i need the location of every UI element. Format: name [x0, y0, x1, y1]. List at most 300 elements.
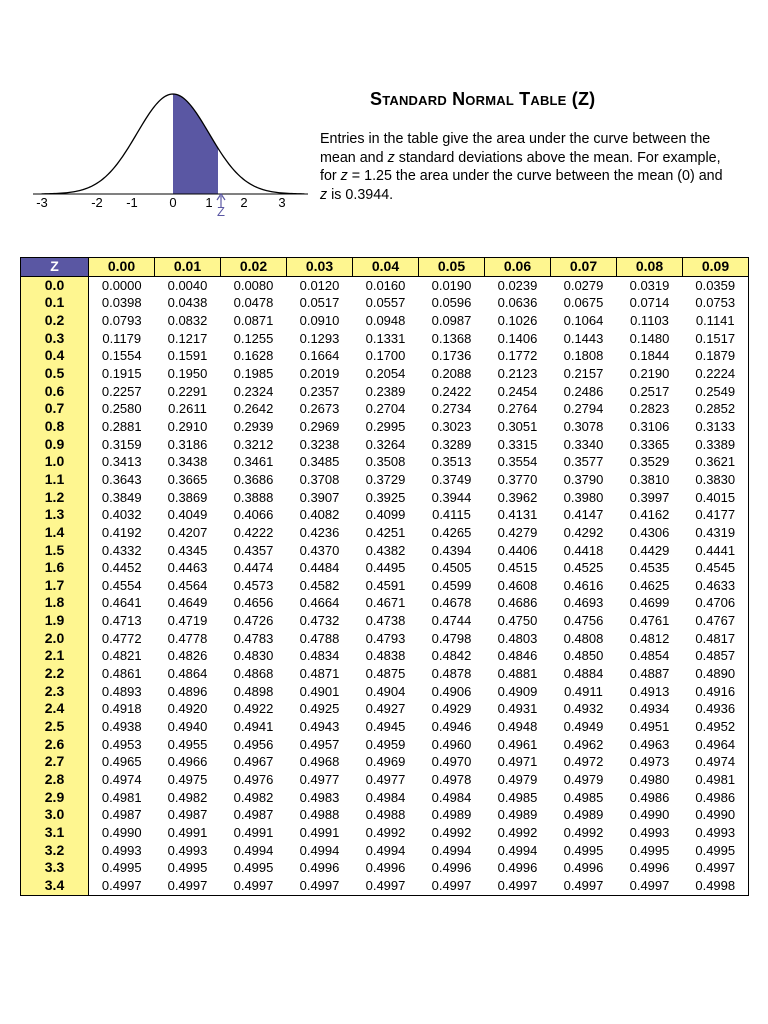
table-cell: 0.4719: [167, 613, 208, 629]
table-cell: 0.4452: [101, 560, 142, 576]
table-cell: 0.4987: [233, 807, 274, 823]
table-cell: 0.4554: [101, 577, 142, 593]
table-cell: 0.4864: [167, 666, 208, 682]
table-cell: 0.4979: [563, 772, 604, 788]
table-cell: 0.4994: [365, 842, 406, 858]
table-cell: 0.4706: [683, 594, 749, 612]
table-cell: 0.0871: [233, 312, 274, 328]
table-cell: 0.4793: [365, 630, 406, 646]
table-cell: 0.3980: [563, 489, 604, 505]
table-row: [21, 577, 749, 595]
table-cell: 0.4997: [353, 877, 419, 895]
table-cell: 0.1554: [101, 348, 142, 364]
table-cell: 0.4992: [365, 825, 406, 840]
z-row-label: 0.2: [21, 312, 89, 330]
table-cell: 0.4981: [101, 789, 142, 805]
table-cell: 0.4649: [167, 595, 208, 611]
table-cell: 0.4525: [563, 560, 604, 576]
table-cell: 0.4357: [233, 542, 274, 558]
table-cell: 0.4984: [365, 789, 406, 805]
table-cell: 0.4997: [683, 859, 749, 877]
table-cell: 0.4941: [233, 719, 274, 735]
column-header: 0.04: [353, 258, 419, 277]
column-header: 0.00: [89, 258, 155, 277]
table-cell: 0.4898: [233, 683, 274, 699]
table-cell: 0.2422: [431, 383, 472, 399]
table-cell: 0.0160: [365, 277, 406, 293]
table-cell: 0.4953: [101, 736, 142, 752]
table-cell: 0.4505: [431, 560, 472, 576]
table-cell: 0.4997: [617, 877, 683, 895]
table-cell: 0.1026: [497, 312, 538, 328]
table-cell: 0.4904: [365, 683, 406, 699]
table-cell: 0.4783: [233, 630, 274, 646]
table-row: [21, 365, 749, 383]
table-cell: 0.4656: [233, 595, 274, 611]
table-cell: 0.4990: [683, 806, 749, 824]
table-cell: 0.4909: [497, 683, 538, 699]
table-cell: 0.2852: [683, 400, 749, 418]
table-cell: 0.2190: [629, 365, 670, 381]
axis-ticks: [36, 195, 285, 210]
table-cell: 0.4761: [629, 613, 670, 629]
table-row: [21, 471, 749, 489]
table-row: [21, 842, 749, 860]
table-cell: 0.4162: [629, 507, 670, 523]
table-cell: 0.4236: [299, 524, 340, 540]
table-cell: 0.4608: [497, 577, 538, 593]
table-cell: 0.4850: [563, 648, 604, 664]
table-cell: 0.4965: [101, 754, 142, 770]
column-header: 0.02: [221, 258, 287, 277]
table-cell: 0.0753: [683, 294, 749, 312]
table-cell: 0.4192: [101, 524, 142, 540]
table-cell: 0.2224: [683, 365, 749, 383]
table-cell: 0.4956: [233, 736, 274, 752]
table-row: [21, 418, 749, 436]
page-title: Standard Normal Table (Z): [370, 89, 596, 109]
table-cell: 0.4922: [233, 701, 274, 717]
table-cell: 0.4920: [167, 701, 208, 717]
table-cell: 0.3810: [629, 471, 670, 487]
column-header: 0.06: [485, 258, 551, 277]
table-cell: 0.4980: [629, 772, 670, 788]
table-cell: 0.4982: [167, 789, 208, 805]
table-cell: 0.4961: [497, 736, 538, 752]
table-cell: 0.4573: [233, 577, 274, 593]
table-cell: 0.4826: [167, 648, 208, 664]
table-cell: 0.3023: [431, 418, 472, 434]
table-cell: 0.3106: [629, 418, 670, 434]
table-cell: 0.3212: [233, 436, 274, 452]
table-cell: 0.4177: [683, 506, 749, 524]
axis-label: -2: [91, 195, 103, 210]
z-row-label: 1.2: [21, 489, 89, 507]
table-cell: 0.1103: [630, 312, 669, 328]
table-cell: 0.4265: [431, 524, 472, 540]
axis-label: 2: [240, 195, 248, 210]
table-cell: 0.1406: [497, 330, 538, 346]
axis-label: -1: [126, 195, 138, 210]
table-cell: 0.4878: [431, 666, 472, 682]
table-cell: 0.4664: [299, 595, 340, 611]
table-cell: 0.2157: [563, 365, 604, 381]
table-cell: 0.1772: [497, 348, 538, 364]
table-cell: 0.4756: [563, 613, 604, 629]
table-cell: 0.4744: [431, 613, 472, 629]
table-cell: 0.4997: [419, 877, 485, 895]
table-cell: 0.2019: [299, 365, 340, 381]
table-cell: 0.4861: [101, 666, 142, 682]
table-cell: 0.4972: [563, 754, 604, 770]
table-row: [21, 789, 749, 807]
table-cell: 0.4875: [365, 666, 406, 682]
z-row-label: 1.5: [21, 542, 89, 560]
table-cell: 0.4977: [299, 772, 340, 788]
z-row-label: 2.4: [21, 700, 89, 718]
table-cell: 0.2389: [365, 383, 406, 399]
table-cell: 0.0239: [497, 277, 538, 293]
table-cell: 0.4998: [683, 877, 749, 895]
table-row: [21, 806, 749, 824]
table-cell: 0.4726: [233, 613, 274, 629]
table-cell: 0.0438: [167, 295, 208, 311]
table-cell: 0.4429: [629, 542, 670, 558]
table-cell: 0.4406: [497, 542, 538, 558]
table-row: [21, 665, 749, 683]
table-cell: 0.4996: [497, 860, 538, 876]
table-cell: 0.4982: [233, 789, 274, 805]
column-header-row: [21, 258, 749, 277]
table-row: [21, 506, 749, 524]
table-cell: 0.1064: [563, 312, 604, 328]
table-cell: 0.4994: [431, 842, 472, 858]
table-cell: 0.3997: [629, 489, 670, 505]
table-cell: 0.4946: [431, 719, 472, 735]
table-cell: 0.4082: [299, 507, 340, 523]
table-cell: 0.3749: [431, 471, 472, 487]
table-cell: 0.4633: [683, 577, 749, 595]
z-row-label: 2.1: [21, 647, 89, 665]
table-cell: 0.2910: [167, 418, 208, 434]
table-cell: 0.4949: [563, 719, 604, 735]
table-row: [21, 436, 749, 454]
table-cell: 0.4962: [563, 736, 604, 752]
table-cell: 0.4846: [497, 648, 538, 664]
table-cell: 0.3869: [167, 489, 208, 505]
table-cell: 0.1179: [102, 330, 142, 346]
table-cell: 0.4985: [497, 789, 538, 805]
table-cell: 0.4671: [365, 595, 406, 611]
table-cell: 0.3289: [431, 436, 472, 452]
table-cell: 0.4871: [299, 666, 340, 682]
table-cell: 0.1736: [431, 348, 472, 364]
table-cell: 0.4993: [101, 842, 142, 858]
z-row-label: 1.0: [21, 453, 89, 471]
table-cell: 0.3643: [101, 471, 142, 487]
table-cell: 0.1664: [299, 348, 340, 364]
table-cell: 0.3729: [365, 471, 406, 487]
table-cell: 0.4222: [233, 524, 274, 540]
table-row: [21, 700, 749, 718]
table-cell: 0.4535: [629, 560, 670, 576]
table-cell: 0.4916: [683, 683, 749, 701]
z-row-label: 1.1: [21, 471, 89, 489]
table-cell: 0.4959: [365, 736, 406, 752]
table-cell: 0.1443: [563, 330, 604, 346]
table-cell: 0.1331: [365, 330, 406, 346]
table-row: [21, 736, 749, 754]
table-row: [21, 453, 749, 471]
table-cell: 0.4319: [683, 524, 749, 542]
z-row-label: 2.0: [21, 630, 89, 648]
table-cell: 0.3186: [167, 436, 208, 452]
table-cell: 0.4798: [431, 630, 472, 646]
table-cell: 0.3925: [365, 489, 406, 505]
z-row-label: 2.9: [21, 789, 89, 807]
table-cell: 0.4974: [101, 772, 142, 788]
table-cell: 0.4948: [497, 719, 538, 735]
table-cell: 0.1700: [365, 348, 406, 364]
table-cell: 0.2939: [233, 418, 274, 434]
table-row: [21, 594, 749, 612]
table-cell: 0.4778: [167, 630, 208, 646]
table-cell: 0.1480: [629, 330, 670, 346]
table-row: [21, 630, 749, 648]
table-cell: 0.2995: [365, 418, 406, 434]
z-table-header: [21, 258, 749, 277]
table-row: [21, 753, 749, 771]
table-cell: 0.4936: [683, 700, 749, 718]
desc-text: is 0.3944.: [327, 186, 394, 203]
table-cell: 0.4990: [629, 807, 670, 823]
table-cell: 0.4995: [563, 842, 604, 858]
table-cell: 0.4686: [497, 595, 538, 611]
table-cell: 0.2486: [563, 383, 604, 399]
table-row: [21, 524, 749, 542]
table-cell: 0.0557: [365, 295, 406, 311]
table-cell: 0.4370: [299, 542, 340, 558]
table-cell: 0.4995: [629, 842, 670, 858]
table-cell: 0.1844: [629, 348, 670, 364]
table-row: [21, 294, 749, 312]
table-cell: 0.4147: [563, 507, 604, 523]
table-cell: 0.4625: [629, 577, 670, 593]
table-cell: 0.1950: [167, 365, 208, 381]
table-cell: 0.4474: [233, 560, 274, 576]
table-cell: 0.3830: [683, 471, 749, 489]
table-cell: 0.4991: [299, 825, 340, 840]
z-row-label: 3.2: [21, 842, 89, 860]
table-cell: 0.2580: [101, 401, 142, 417]
table-cell: 0.4929: [431, 701, 472, 717]
table-cell: 0.3078: [563, 418, 604, 434]
table-cell: 0.3513: [431, 454, 472, 470]
table-cell: 0.1591: [167, 348, 208, 364]
z-row-label: 1.4: [21, 524, 89, 542]
table-cell: 0.4927: [365, 701, 406, 717]
table-cell: 0.4515: [497, 560, 538, 576]
table-cell: 0.4995: [233, 860, 274, 876]
table-cell: 0.3962: [497, 489, 538, 505]
table-cell: 0.4732: [299, 613, 340, 629]
table-cell: 0.4986: [683, 789, 749, 807]
table-cell: 0.1255: [233, 330, 274, 346]
table-cell: 0.4066: [233, 507, 274, 523]
table-cell: 0.4971: [497, 754, 538, 770]
table-cell: 0.4306: [629, 524, 670, 540]
table-cell: 0.3907: [299, 489, 340, 505]
table-cell: 0.3508: [365, 454, 406, 470]
z-marker-label: Z: [217, 204, 225, 219]
table-cell: 0.1915: [101, 365, 142, 381]
table-cell: 0.0478: [233, 295, 274, 311]
table-cell: 0.3315: [497, 436, 538, 452]
axis-label: 0: [169, 195, 177, 210]
table-row: [21, 559, 749, 577]
table-cell: 0.4495: [365, 560, 406, 576]
table-cell: 0.4441: [683, 542, 749, 560]
table-cell: 0.3577: [563, 454, 604, 470]
table-cell: 0.3529: [629, 454, 670, 470]
table-cell: 0.4115: [432, 507, 471, 523]
table-cell: 0.4934: [629, 701, 670, 717]
table-cell: 0.4967: [233, 754, 274, 770]
table-cell: 0.3340: [563, 436, 604, 452]
table-cell: 0.0636: [497, 295, 538, 311]
table-cell: 0.2881: [101, 418, 142, 434]
table-cell: 0.4838: [365, 648, 406, 664]
table-cell: 0.3485: [299, 454, 340, 470]
z-row-label: 2.7: [21, 753, 89, 771]
z-row-label: 1.9: [21, 612, 89, 630]
table-cell: 0.1628: [233, 348, 274, 364]
table-row: [21, 489, 749, 507]
desc-text: Entries in the table give the area under the curve between the mean and: [320, 131, 711, 166]
table-cell: 0.3389: [683, 436, 749, 454]
table-cell: 0.4973: [629, 754, 670, 770]
table-cell: 0.3461: [233, 454, 274, 470]
table-cell: 0.4997: [89, 877, 155, 895]
z-row-label: 1.6: [21, 559, 89, 577]
table-row: [21, 771, 749, 789]
z-row-label: 1.7: [21, 577, 89, 595]
table-cell: 0.4995: [683, 842, 749, 860]
table-cell: 0.3770: [497, 471, 538, 487]
table-cell: 0.4641: [101, 595, 142, 611]
table-row: [21, 542, 749, 560]
table-cell: 0.4887: [629, 666, 670, 682]
table-cell: 0.4992: [431, 825, 472, 840]
z-row-label: 0.8: [21, 418, 89, 436]
table-row: [21, 276, 749, 294]
table-cell: 0.4938: [101, 719, 142, 735]
table-cell: 0.4893: [101, 683, 142, 699]
z-table: [20, 257, 749, 896]
table-cell: 0.4131: [497, 507, 538, 523]
table-cell: 0.2123: [497, 365, 538, 381]
table-cell: 0.4993: [629, 825, 670, 840]
table-cell: 0.4997: [287, 877, 353, 895]
table-cell: 0.4970: [431, 754, 472, 770]
table-cell: 0.2704: [365, 401, 406, 417]
table-cell: 0.4738: [365, 613, 406, 629]
table-cell: 0.3413: [101, 454, 142, 470]
table-row: [21, 347, 749, 365]
table-cell: 0.4881: [497, 666, 538, 682]
table-cell: 0.4842: [431, 648, 472, 664]
z-row-label: 2.6: [21, 736, 89, 754]
desc-text: standard deviations above the mean. For example, for: [320, 149, 721, 184]
table-cell: 0.4943: [299, 719, 340, 735]
table-cell: 0.4830: [233, 648, 274, 664]
table-cell: 0.3849: [101, 489, 142, 505]
table-cell: 0.0596: [431, 295, 472, 311]
table-cell: 0.4992: [497, 825, 538, 840]
table-cell: 0.4207: [167, 524, 208, 540]
axis-label: 1: [205, 195, 213, 210]
table-cell: 0.1985: [233, 365, 274, 381]
axis-label: -3: [36, 195, 48, 210]
table-cell: 0.3264: [365, 436, 406, 452]
axis-label: 3: [278, 195, 286, 210]
table-cell: 0.4996: [563, 860, 604, 876]
table-cell: 0.2673: [299, 401, 340, 417]
z-row-label: 0.7: [21, 400, 89, 418]
table-cell: 0.4857: [683, 647, 749, 665]
z-table-body: [21, 276, 749, 895]
table-description: [320, 130, 730, 204]
table-cell: 0.4997: [551, 877, 617, 895]
table-cell: 0.4994: [497, 842, 538, 858]
table-cell: 0.4693: [563, 595, 604, 611]
z-row-label: 0.0: [21, 276, 89, 294]
table-cell: 0.4906: [431, 683, 472, 699]
table-cell: 0.0948: [365, 312, 406, 328]
column-header: 0.01: [155, 258, 221, 277]
table-cell: 0.2823: [629, 401, 670, 417]
column-header: 0.05: [419, 258, 485, 277]
table-cell: 0.1517: [683, 330, 749, 348]
table-cell: 0.2088: [431, 365, 472, 381]
table-cell: 0.4988: [299, 807, 340, 823]
table-row: [21, 859, 749, 877]
table-cell: 0.4345: [167, 542, 208, 558]
table-cell: 0.4918: [101, 701, 142, 717]
table-cell: 0.4989: [431, 807, 472, 823]
table-cell: 0.4993: [167, 842, 208, 858]
table-cell: 0.4913: [629, 683, 670, 699]
table-row: [21, 383, 749, 401]
table-cell: 0.0910: [299, 312, 340, 328]
table-cell: 0.4854: [629, 648, 670, 664]
table-cell: 0.0359: [683, 276, 749, 294]
table-cell: 0.1141: [683, 312, 749, 330]
column-header: 0.09: [683, 258, 749, 277]
table-cell: 0.4868: [233, 666, 274, 682]
z-row-label: 3.3: [21, 859, 89, 877]
column-header: 0.03: [287, 258, 353, 277]
table-cell: 0.0832: [167, 312, 208, 328]
table-cell: 0.4988: [365, 807, 406, 823]
table-row: [21, 824, 749, 842]
table-cell: 0.4996: [365, 860, 406, 876]
table-cell: 0.4992: [563, 825, 604, 840]
table-cell: 0.4788: [299, 630, 340, 646]
table-cell: 0.4989: [497, 807, 538, 823]
table-cell: 0.0040: [167, 277, 208, 293]
z-row-label: 2.8: [21, 771, 89, 789]
